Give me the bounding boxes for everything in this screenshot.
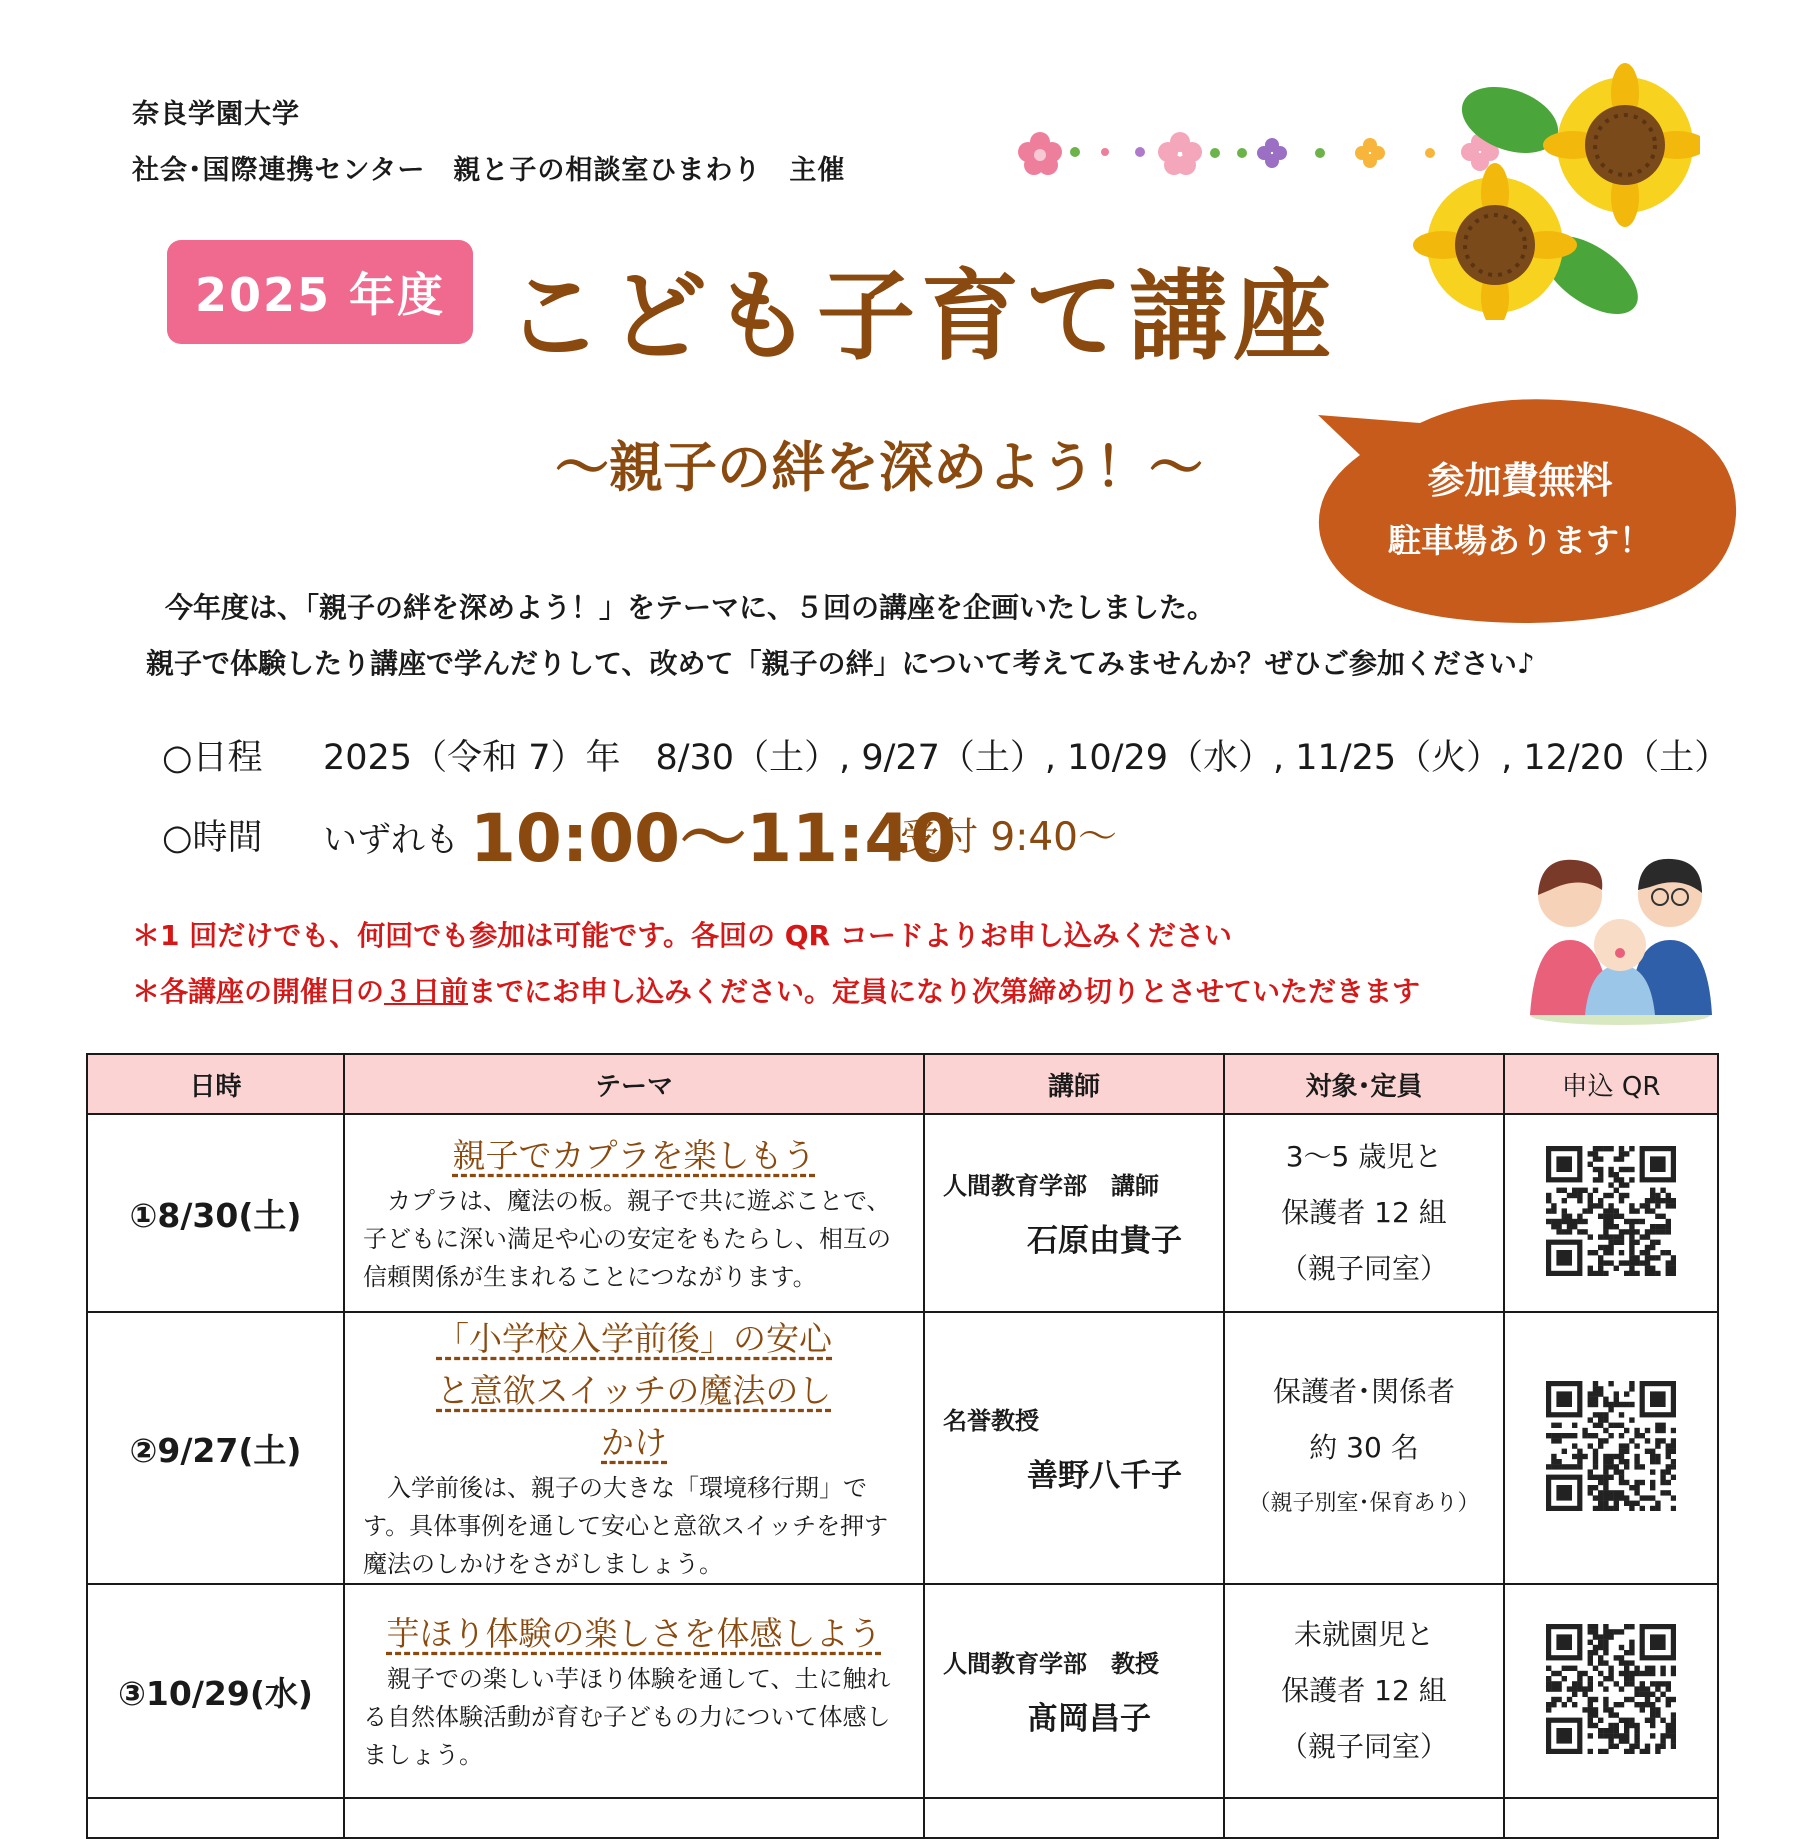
table-row <box>87 1584 1718 1798</box>
lecturer-name: 石原由貴子 <box>1027 1223 1182 1259</box>
qr-code-icon[interactable] <box>1546 1624 1676 1754</box>
theme-cell <box>344 1312 924 1584</box>
header-date: 日時 <box>87 1054 344 1114</box>
lecturer-cell <box>924 1114 1224 1312</box>
header-theme: テーマ <box>344 1054 924 1114</box>
theme-cell <box>344 1584 924 1798</box>
cut-off-cell <box>87 1798 344 1838</box>
intro-line-2: 親子で体験したり講座で学んだりして、改めて「親子の絆」について考えてみませんか？ぜひご参加ください♪ <box>146 647 1535 680</box>
free-admission-text: 参加費無料 <box>1427 459 1613 502</box>
target-cell <box>1224 1114 1504 1312</box>
theme-cell <box>344 1114 924 1312</box>
table-header-row <box>87 1054 1718 1114</box>
time-range: 10:00～11:40 <box>470 800 957 877</box>
target-line-2: 保護者 12 組 <box>1281 1674 1447 1707</box>
session-date: ②9/27(土) <box>87 1312 344 1584</box>
target-cell <box>1224 1584 1504 1798</box>
target-line-3: （親子同室） <box>1279 1730 1448 1763</box>
organizer-university: 奈良学園大学 <box>132 99 300 130</box>
year-badge: 2025 年度 <box>167 240 473 344</box>
qr-code-icon[interactable] <box>1546 1381 1676 1511</box>
theme-description: カプラは、魔法の板。親子で共に遊ぶことで、子どもに深い満足や心の安定をもたらし、相互の信頼関係が生まれることにつながります。 <box>363 1187 891 1291</box>
lecturer-name: 善野八千子 <box>1027 1458 1182 1494</box>
qr-cell <box>1504 1114 1718 1312</box>
table-row <box>87 1312 1718 1584</box>
theme-description: 親子での楽しい芋ほり体験を通して、土に触れる自然体験活動が育む子どもの力について体感しましょう。 <box>363 1665 891 1769</box>
reception-time: 受付 9:40～ <box>900 815 1117 860</box>
schedule-dates: 2025（令和 7）年 8/30（土）, 9/27（土）, 10/29（水）, 11/25（火）, 12/20（土） <box>323 738 1730 778</box>
table-row <box>87 1114 1718 1312</box>
theme-description: 入学前後は、親子の大きな「環境移行期」です。具体事例を通して安心と意欲スイッチを押す魔法のしかけをさがしましょう。 <box>363 1474 889 1578</box>
target-line-1: 3～5 歳児と <box>1285 1140 1443 1173</box>
notice-2-after: までにお申し込みください。定員になり次第締め切りとさせていただきます <box>468 975 1421 1008</box>
cut-off-cell <box>1224 1798 1504 1838</box>
schedule-label: ○日程 <box>162 738 263 778</box>
notice-2-deadline: ３日前 <box>384 975 469 1008</box>
cut-off-cell <box>924 1798 1224 1838</box>
lecturer-name: 髙岡昌子 <box>1027 1701 1151 1737</box>
target-line-2: 保護者 12 組 <box>1281 1196 1447 1229</box>
theme-title: 芋ほり体験の楽しさを体感しよう <box>386 1614 882 1653</box>
lecturer-cell <box>924 1584 1224 1798</box>
schedule-table <box>86 1053 1719 1839</box>
target-cell <box>1224 1312 1504 1584</box>
target-line-2: 約 30 名 <box>1309 1431 1419 1464</box>
parking-text: 駐車場あります！ <box>1388 521 1652 560</box>
table-row <box>87 1798 1718 1838</box>
lecturer-title: 人間教育学部 講師 <box>943 1172 1159 1200</box>
speech-bubble <box>1300 395 1740 625</box>
lecturer-title: 人間教育学部 教授 <box>943 1650 1159 1678</box>
intro-line-1: 今年度は、「親子の絆を深めよう！」をテーマに、５回の講座を企画いたしました。 <box>165 591 1216 624</box>
sunflower-icon <box>1400 60 1700 320</box>
header-qr: 申込 QR <box>1504 1054 1718 1114</box>
family-illustration-icon <box>1520 845 1720 1025</box>
organizer-center: 社会･国際連携センター 親と子の相談室ひまわり 主催 <box>132 155 846 186</box>
target-line-1: 未就園児と <box>1293 1618 1434 1651</box>
notice-2 <box>132 970 1420 1010</box>
page-title: こども子育て講座 <box>505 260 1338 374</box>
lecturer-title: 名誉教授 <box>943 1407 1039 1435</box>
theme-title: 親子でカプラを楽しもう <box>452 1136 816 1175</box>
target-line-3: （親子同室） <box>1279 1252 1448 1285</box>
page-subtitle: ～親子の絆を深めよう！～ <box>555 436 1203 499</box>
cut-off-cell <box>344 1798 924 1838</box>
header-target: 対象･定員 <box>1224 1054 1504 1114</box>
time-prefix: いずれも <box>323 820 459 860</box>
time-label: ○時間 <box>162 818 263 858</box>
qr-code-icon[interactable] <box>1546 1146 1676 1276</box>
session-date: ③10/29(水) <box>87 1584 344 1798</box>
target-line-3: （親子別室･保育あり） <box>1248 1491 1480 1516</box>
lecturer-cell <box>924 1312 1224 1584</box>
notice-1: ＊1 回だけでも、何回でも参加は可能です。各回の QR コードよりお申し込みください <box>132 919 1232 952</box>
qr-cell <box>1504 1312 1718 1584</box>
cut-off-cell <box>1504 1798 1718 1838</box>
target-line-1: 保護者･関係者 <box>1272 1375 1455 1408</box>
qr-cell <box>1504 1584 1718 1798</box>
notice-2-before: ＊各講座の開催日の <box>132 975 385 1008</box>
session-date: ①8/30(土) <box>87 1114 344 1312</box>
header-lecturer: 講師 <box>924 1054 1224 1114</box>
theme-title: 「小学校入学前後」の安心と意欲スイッチの魔法のしかけ <box>436 1319 832 1462</box>
